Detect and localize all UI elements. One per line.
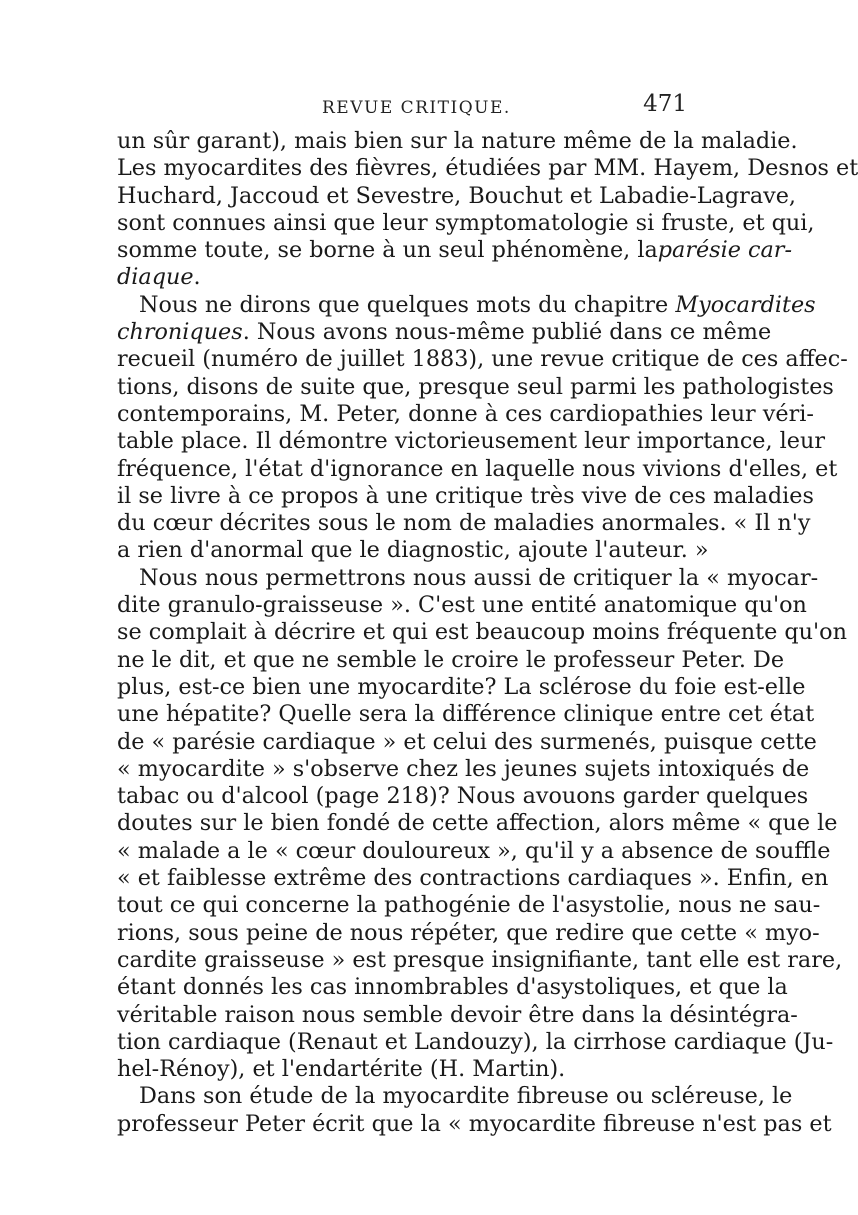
text-line: diaque. <box>117 264 201 291</box>
text-line: cardite graisseuse » est presque insignifiante, tant elle est rare, <box>117 946 843 973</box>
italic-term: Myocardites <box>675 291 816 318</box>
paragraph-1 <box>117 128 858 292</box>
italic-term: chroniques <box>117 319 243 346</box>
paragraph-3 <box>117 564 847 1084</box>
text-line: tout ce qui concerne la pathogénie de l'asystolie, nous ne sau- <box>117 892 821 919</box>
text-line: ne le dit, et que ne semble le croire le professeur Peter. De <box>117 646 785 673</box>
text-line: contemporains, M. Peter, donne à ces cardiopathies leur véri- <box>117 400 814 427</box>
text-line: Les myocardites des fièvres, étudiées par MM. Hayem, Desnos et <box>117 155 858 182</box>
text-segment: Nous ne dirons que quelques mots du chapitre <box>139 291 669 318</box>
text-line: dite granulo-graisseuse ». C'est une entité anatomique qu'on <box>117 592 807 619</box>
italic-term: diaque <box>117 264 194 291</box>
page-header <box>117 91 690 128</box>
text-line: il se livre à ce propos à une critique très vive de ces maladies <box>117 482 814 509</box>
text-line: « et faiblesse extrême des contractions cardiaques ». Enfin, en <box>117 865 829 892</box>
text-line: table place. Il démontre victorieusement leur importance, leur <box>117 428 826 455</box>
text-line: fréquence, l'état d'ignorance en laquelle nous vivions d'elles, et <box>117 455 838 482</box>
text-segment: somme toute, se borne à un seul phénomène, la <box>117 237 658 264</box>
text-line: étant donnés les cas innombrables d'asystoliques, et que la <box>117 974 788 1001</box>
text-line: professeur Peter écrit que la « myocardite fibreuse n'est pas et <box>117 1110 832 1137</box>
text-segment: . Nous avons nous-même publié dans ce même <box>242 319 772 346</box>
body-text <box>117 128 858 1138</box>
text-line: « malade a le « cœur douloureux », qu'il y a absence de souffle <box>117 837 831 864</box>
paragraph-2 <box>117 291 848 565</box>
text-line: rions, sous peine de nous répéter, que redire que cette « myo- <box>117 919 820 946</box>
text-line <box>117 237 792 264</box>
text-line: Huchard, Jaccoud et Sevestre, Bouchut et Labadie-Lagrave, <box>117 182 797 209</box>
paragraph-4 <box>117 1083 832 1138</box>
text-line: hel-Rénoy), et l'endartérite (H. Martin). <box>117 1056 566 1083</box>
page-number: 471 <box>643 91 687 117</box>
text-line: du cœur décrites sous le nom de maladies anormales. « Il n'y <box>117 510 811 537</box>
text-line: Dans son étude de la myocardite fibreuse ou scléreuse, le <box>139 1083 793 1110</box>
text-line: sont connues ainsi que leur symptomatologie si fruste, et qui, <box>117 209 815 236</box>
text-line: Nous nous permettrons nous aussi de critiquer la « myocar- <box>139 564 819 591</box>
text-line: tion cardiaque (Renaut et Landouzy), la cirrhose cardiaque (Ju- <box>117 1028 834 1055</box>
text-line: se complait à décrire et qui est beaucoup moins fréquente qu'on <box>117 619 847 646</box>
text-line: plus, est-ce bien une myocardite? La sclérose du foie est-elle <box>117 673 806 700</box>
text-line: « myocardite » s'observe chez les jeunes sujets intoxiqués de <box>117 755 810 782</box>
text-line: de « parésie cardiaque » et celui des surmenés, puisque cette <box>117 728 817 755</box>
text-line: doutes sur le bien fondé de cette affection, alors même « que le <box>117 810 838 837</box>
text-line: tions, disons de suite que, presque seul parmi les pathologistes <box>117 373 834 400</box>
text-line: véritable raison nous semble devoir être dans la désintégra- <box>117 1001 798 1028</box>
text-line <box>117 319 772 346</box>
text-line: recueil (numéro de juillet 1883), une revue critique de ces affec- <box>117 346 848 373</box>
text-line: tabac ou d'alcool (page 218)? Nous avouons garder quelques <box>117 783 809 810</box>
text-line: une hépatite? Quelle sera la différence clinique entre cet état <box>117 701 815 728</box>
text-line: un sûr garant), mais bien sur la nature même de la maladie. <box>117 128 798 154</box>
text-line: a rien d'anormal que le diagnostic, ajoute l'auteur. » <box>117 537 709 564</box>
text-line <box>117 291 816 319</box>
running-head: REVUE CRITIQUE. <box>322 98 511 118</box>
italic-term: parésie car- <box>657 237 792 264</box>
